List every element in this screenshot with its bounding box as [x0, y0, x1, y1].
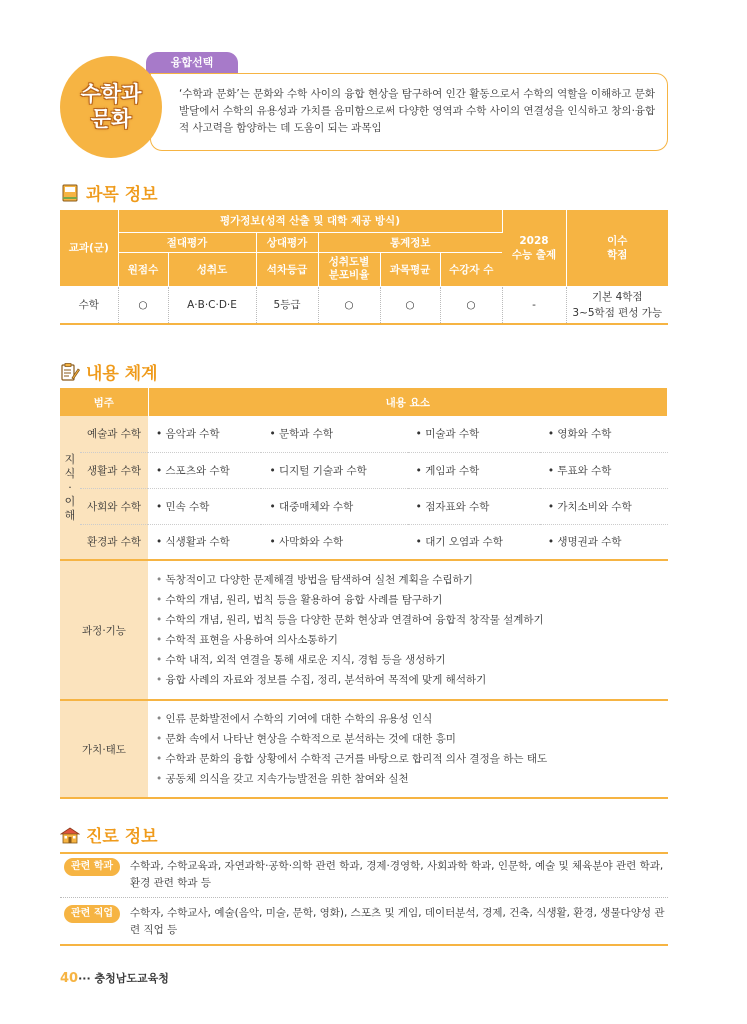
category-cell: 사회와 수학: [80, 488, 148, 524]
process-item: • 수학 내적, 외적 연결을 통해 새로운 지식, 경험 등을 생성하기: [156, 650, 660, 670]
process-label: 과정·기능: [60, 560, 148, 700]
content-item: • 영화와 수학: [540, 416, 668, 452]
process-item: • 수학의 개념, 원리, 법칙 등을 다양한 문화 현상과 연결하여 융합적 창작물 설계하기: [156, 610, 660, 630]
th-content-elements: 내용 요소: [148, 388, 668, 416]
content-item: • 대기 오염과 수학: [408, 524, 540, 560]
cell-credits: 기본 4학점 3~5학점 편성 가능: [566, 286, 668, 324]
process-item: • 수학적 표현을 사용하여 의사소통하기: [156, 630, 660, 650]
related-jobs: [60, 905, 668, 939]
subject-info-table: [60, 210, 668, 325]
cell-count: ○: [440, 286, 502, 324]
th-csat: 2028 수능 출제: [502, 210, 566, 286]
process-items: [148, 560, 668, 700]
subject-badge: [60, 56, 162, 158]
cell-average: ○: [380, 286, 440, 324]
section-title-career-info: 진로 정보: [60, 822, 158, 847]
divider: [60, 944, 668, 946]
th-absolute: 절대평가: [118, 232, 256, 252]
subject-title-line2: 문화: [90, 107, 132, 131]
section-title-content-system: 내용 체계: [60, 359, 158, 384]
category-cell: 예술과 수학: [80, 416, 148, 452]
cell-csat: -: [502, 286, 566, 324]
values-label: 가치·태도: [60, 700, 148, 798]
cell-achievement: A·B·C·D·E: [168, 286, 256, 324]
th-stats: 통계정보: [318, 232, 502, 252]
subject-description: ‘수학과 문화’는 문화와 수학 사이의 융합 현상을 탐구하여 인간 활동으로서 수학의 역할을 이해하고 문화 발달에서 수학의 유용성과 가치를 음미함으로써 다양한 영역과 수학 사이의 연결성을 인식하고 창의·융합적 사고력을 함양하는 데 도움이 되는 과목임: [150, 73, 668, 151]
content-item: • 민속 수학: [148, 488, 261, 524]
divider: [60, 897, 668, 898]
content-item: • 게임과 수학: [408, 452, 540, 488]
knowledge-label: 지 식 · 이 해: [60, 416, 80, 560]
content-item: • 디지털 기술과 수학: [261, 452, 407, 488]
values-item: • 공동체 의식을 갖고 지속가능발전을 위한 참여와 실천: [156, 769, 660, 789]
footer-separator: ···: [78, 972, 91, 985]
values-item: • 수학과 문화의 융합 상황에서 수학적 근거를 바탕으로 합리적 의사 결정을 하는 태도: [156, 749, 660, 769]
job-text: 수학자, 수학교사, 예술(음악, 미술, 문학, 영화), 스포츠 및 게임, 데이터분석, 경제, 건축, 식생활, 환경, 생물다양성 관련 직업 등: [130, 907, 665, 936]
process-item: • 융합 사례의 자료와 정보를 수집, 정리, 분석하여 목적에 맞게 해석하기: [156, 670, 660, 690]
values-item: • 인류 문화발전에서 수학의 기여에 대한 수학의 유용성 인식: [156, 709, 660, 729]
content-item: • 생명권과 수학: [540, 524, 668, 560]
job-label: 관련 직업: [64, 905, 120, 923]
cell-subject: 수학: [60, 286, 118, 324]
content-item: • 사막화와 수학: [261, 524, 407, 560]
page-footer: [60, 970, 169, 986]
dept-text: 수학과, 수학교육과, 자연과학·공학·의학 관련 학과, 경제·경영학, 사회과학 학과, 인문학, 예술 및 체육분야 관련 학과, 환경 관련 학과 등: [130, 860, 664, 889]
category-tag: 융합선택: [146, 52, 238, 74]
content-system-table: [60, 388, 668, 799]
content-item: • 가치소비와 수학: [540, 488, 668, 524]
values-items: [148, 700, 668, 798]
category-cell: 생활과 수학: [80, 452, 148, 488]
th-raw-score: 원점수: [118, 252, 168, 286]
process-item: • 독창적이고 다양한 문제해결 방법을 탐색하여 실천 계획을 수립하기: [156, 570, 660, 590]
category-cell: 환경과 수학: [80, 524, 148, 560]
th-relative: 상대평가: [256, 232, 318, 252]
cell-distribution: ○: [318, 286, 380, 324]
cell-rank: 5등급: [256, 286, 318, 324]
book-icon: [60, 183, 80, 203]
content-item: • 투표와 수학: [540, 452, 668, 488]
clipboard-pencil-icon: [60, 362, 80, 382]
th-achievement: 성취도: [168, 252, 256, 286]
th-subject-group: 교과(군): [60, 210, 118, 286]
th-count: 수강자 수: [440, 252, 502, 286]
th-distribution: 성취도별 분포비율: [318, 252, 380, 286]
th-rank: 석차등급: [256, 252, 318, 286]
content-item: • 음악과 수학: [148, 416, 261, 452]
content-item: • 스포츠와 수학: [148, 452, 261, 488]
content-item: • 점자표와 수학: [408, 488, 540, 524]
content-item: • 문학과 수학: [261, 416, 407, 452]
th-category: 범주: [60, 388, 148, 416]
th-credits: 이수 학점: [566, 210, 668, 286]
school-building-icon: [60, 825, 80, 845]
values-item: • 문화 속에서 나타난 현상을 수학적으로 분석하는 것에 대한 흥미: [156, 729, 660, 749]
cell-raw-score: ○: [118, 286, 168, 324]
content-item: • 미술과 수학: [408, 416, 540, 452]
th-eval-info: 평가정보(성적 산출 및 대학 제공 방식): [118, 210, 502, 232]
publisher: 충청남도교육청: [94, 972, 169, 985]
dept-label: 관련 학과: [64, 858, 120, 876]
content-item: • 식생활과 수학: [148, 524, 261, 560]
th-average: 과목평균: [380, 252, 440, 286]
divider: [60, 852, 668, 854]
subject-title-line1: 수학과: [80, 82, 142, 106]
section-title-subject-info: 과목 정보: [60, 180, 158, 205]
related-departments: [60, 858, 668, 892]
page-number: 40: [60, 971, 79, 986]
content-item: • 대중매체와 수학: [261, 488, 407, 524]
process-item: • 수학의 개념, 원리, 법칙 등을 활용하여 융합 사례를 탐구하기: [156, 590, 660, 610]
